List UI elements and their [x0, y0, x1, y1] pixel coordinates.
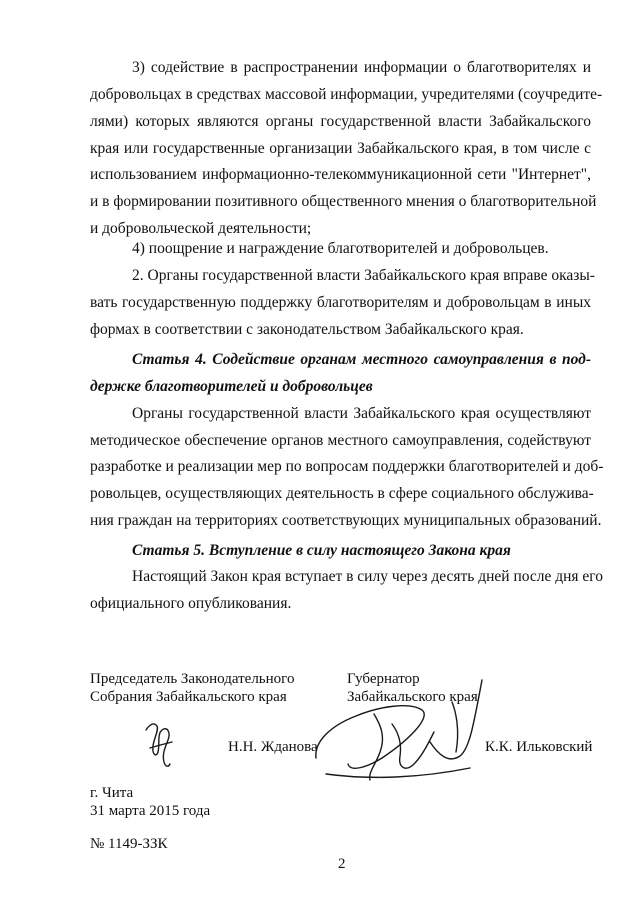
paragraph-line: и добровольческой деятельности; [90, 220, 312, 237]
signatory-right-title: Губернатор [347, 671, 420, 687]
signatory-left-title: Председатель Законодательного [90, 671, 295, 687]
paragraph-line: официального опубликования. [90, 595, 292, 612]
article-4-title: Статья 4. Содействие органам местного самоуправления в под- [132, 351, 591, 368]
signatory-right-name: К.К. Ильковский [485, 739, 593, 755]
paragraph-line: Настоящий Закон края вступает в силу через десять дней после дня его [132, 568, 604, 585]
handwritten-signature-left [140, 718, 180, 772]
signatory-left-name: Н.Н. Жданова [228, 739, 318, 755]
paragraph-line: формах в соответствии с законодательством Забайкальского края. [90, 321, 524, 338]
paragraph-line: вать государственную поддержку благотворителям и добровольцам в иных [90, 294, 591, 311]
handwritten-signature-right [310, 672, 490, 788]
signatory-right-title: Забайкальского края [347, 689, 478, 705]
paragraph-line: использованием информационно-телекоммуникационной сети "Интернет", [90, 166, 591, 183]
paragraph-line: разработке и реализации мер по вопросам поддержки благотворителей и доб- [90, 458, 604, 475]
signatory-left-title: Собрания Забайкальского края [90, 689, 287, 705]
page-number: 2 [338, 856, 346, 872]
paragraph-line: 4) поощрение и награждение благотворителей и добровольцев. [132, 240, 549, 257]
date: 31 марта 2015 года [90, 803, 211, 819]
paragraph-line: и в формировании позитивного общественного мнения о благотворительной [90, 193, 597, 210]
paragraph-line: ния граждан на территориях соответствующих муниципальных образований. [90, 512, 602, 529]
paragraph-line: Органы государственной власти Забайкальского края осуществляют [132, 405, 591, 422]
paragraph-line: 2. Органы государственной власти Забайкальского края вправе оказы- [132, 267, 595, 284]
paragraph-line: 3) содействие в распространении информации о благотворителях и [132, 59, 591, 76]
paragraph-line: лями) которых являются органы государственной власти Забайкальского [90, 113, 591, 130]
city: г. Чита [90, 785, 134, 801]
paragraph-line: добровольцах в средствах массовой информации, учредителями (соучредите- [90, 86, 603, 103]
paragraph-line: края или государственные организации Забайкальского края, в том числе с [90, 140, 591, 157]
article-5-title: Статья 5. Вступление в силу настоящего Закона края [132, 542, 511, 559]
paragraph-line: ровольцев, осуществляющих деятельность в сфере социального обслужива- [90, 485, 594, 502]
paragraph-line: методическое обеспечение органов местного самоуправления, содействуют [90, 432, 591, 449]
article-4-title: держке благотворителей и добровольцев [90, 378, 373, 395]
document-number: № 1149-ЗЗК [90, 836, 168, 852]
